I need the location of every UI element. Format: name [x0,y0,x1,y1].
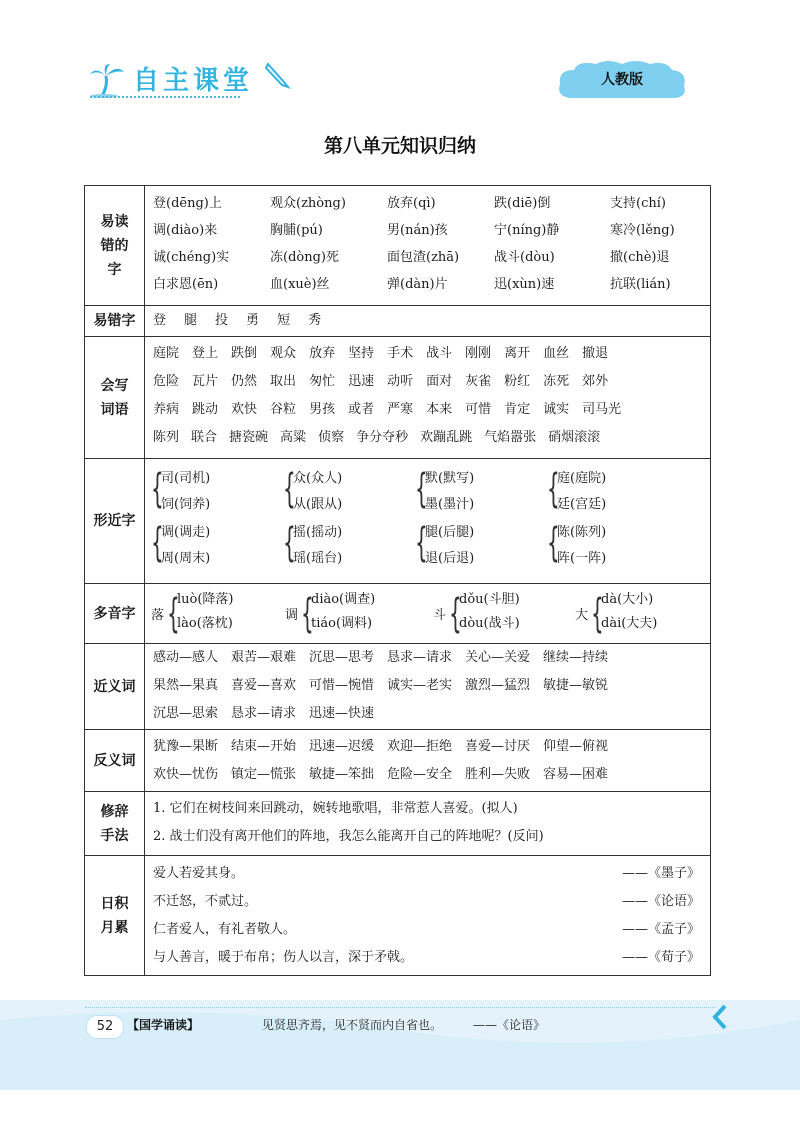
brace-icon: { [151,466,164,512]
word-item: 跌倒 [231,346,258,361]
row-similar-shape [85,458,710,583]
word-item: 危险 [153,374,180,389]
polyphone-reading: dà(大小) [601,592,654,607]
word-item: 匆忙 [309,374,336,389]
word-item: 瓦片 [192,374,219,389]
pinyin-item: 支持(chí) [610,196,666,211]
row-label: 近义词 [85,644,145,729]
miswrite-list [145,306,710,336]
word-row [145,368,710,396]
similar-item: 默(默写) [425,471,475,486]
pinyin-item: 抗联(lián) [610,277,671,292]
quote-row [145,916,710,944]
polyphone-list [145,584,710,643]
quote-source: ——《荀子》 [621,950,700,965]
word-item: 放弃 [309,346,336,361]
row-label: 易错字 [85,306,145,336]
word-item: 面对 [426,374,453,389]
word-item: 司马光 [582,402,622,417]
miswrite-char: 短 [277,313,291,328]
antonym-line: 犹豫—果断 结束—开始 迅速—迟缓 欢迎—拒绝 喜爱—讨厌 仰望—俯视 [153,739,609,754]
page-title: 第八单元知识归纳 [323,135,476,157]
write-words-list [145,337,710,458]
similar-item: 众(众人) [293,471,343,486]
footer-band [0,1000,800,1090]
word-item: 气焰嚣张 [484,430,537,445]
polyphone-reading: lào(落枕) [177,616,233,631]
quote-source: ——《墨子》 [621,866,700,881]
polyphone-char: 调 [285,608,299,623]
row-easy-miswrite [85,305,710,336]
misread-list [145,186,718,298]
word-item: 登上 [192,346,219,361]
quote-text: 与人善言，暖于布帛；伤人以言，深于矛戟。 [153,950,414,965]
word-item: 冻死 [543,374,570,389]
row-rhetoric [85,791,710,855]
similar-item: 阵(一阵) [557,551,607,566]
similar-item: 瑶(瑶台) [293,551,343,566]
word-item: 严寒 [387,402,414,417]
word-item: 手术 [387,346,414,361]
synonym-line: 果然—果真 喜爱—喜欢 可惜—惋惜 诚实—老实 激烈—猛烈 敏捷—敏锐 [153,678,609,693]
similar-item: 司(司机) [161,471,211,486]
row-label: 日积月累 [85,856,145,975]
word-item: 离开 [504,346,531,361]
polyphone-reading: diào(调查) [311,592,376,607]
pencil-icon [262,60,292,90]
polyphone-reading: tiáo(调料) [311,616,373,631]
row-polyphone [85,583,710,643]
word-item: 动听 [387,374,414,389]
pinyin-item: 跌(diē)倒 [494,196,551,211]
pinyin-item: 弹(dàn)片 [387,277,448,292]
pinyin-item: 宁(níng)静 [494,223,560,238]
word-item: 观众 [270,346,297,361]
knowledge-table [84,185,711,976]
word-item: 刚刚 [465,346,492,361]
word-item: 争分夺秒 [356,430,409,445]
word-item: 可惜 [465,402,492,417]
pinyin-item: 迅(xùn)速 [494,277,555,292]
miswrite-char: 勇 [246,313,260,328]
polyphone-char: 落 [151,608,165,623]
polyphone-reading: dòu(战斗) [459,616,520,631]
quote-row [145,888,710,916]
brace-icon: { [449,591,462,637]
column-title: 自主课堂 [133,66,254,96]
miswrite-char: 登 [153,313,167,328]
antonym-line: 欢快—忧伤 镇定—慌张 敏捷—笨拙 危险—安全 胜利—失败 容易—困难 [153,767,609,782]
brace-icon: { [151,520,164,566]
palm-tree-icon [88,62,128,98]
brace-icon: { [547,520,560,566]
word-item: 撤退 [582,346,609,361]
similar-item: 庭(庭院) [557,471,607,486]
pinyin-item: 调(diào)来 [153,223,218,238]
similar-item: 从(跟从) [293,497,343,512]
row-easy-misread [85,186,710,305]
similar-shape-list [145,459,710,583]
brace-icon: { [283,466,296,512]
word-item: 高粱 [280,430,307,445]
pinyin-item: 白求恩(ēn) [153,277,219,292]
word-item: 粉红 [504,374,531,389]
pinyin-item: 诚(chéng)实 [153,250,230,265]
synonym-line: 沉思—思索 恳求—请求 迅速—快速 [153,706,375,721]
polyphone-reading: luò(降落) [177,592,234,607]
word-item: 跳动 [192,402,219,417]
similar-item: 陈(陈列) [557,525,607,540]
row-label: 形近字 [85,459,145,583]
word-item: 欢蹦乱跳 [420,430,473,445]
row-write-words [85,336,710,458]
polyphone-reading: dǒu(斗胆) [459,592,520,607]
pinyin-item: 胸脯(pú) [270,223,323,238]
word-item: 本来 [426,402,453,417]
edition-label: 人教版 [601,72,643,88]
pinyin-item: 血(xuè)丝 [270,277,330,292]
polyphone-reading: dài(大夫) [601,616,658,631]
pinyin-item: 男(nán)孩 [387,223,448,238]
row-accumulation [85,855,710,975]
miswrite-char: 腿 [184,313,198,328]
pinyin-item: 观众(zhòng) [270,196,346,211]
word-item: 肯定 [504,402,531,417]
word-item: 坚持 [348,346,375,361]
page-number: 52 [86,1015,124,1039]
brace-icon: { [167,591,180,637]
word-item: 男孩 [309,402,336,417]
footer-quote: 见贤思齐焉，见不贤而内自省也。 [262,1018,443,1032]
synonym-line: 感动—感人 艰苦—艰难 沉思—思考 恳求—请求 关心—关爱 继续—持续 [153,650,609,665]
brace-icon: { [415,466,428,512]
similar-item: 摇(摇动) [293,525,343,540]
quote-row [145,944,710,972]
row-label: 多音字 [85,584,145,643]
row-synonyms [85,643,710,729]
polyphone-char: 斗 [433,608,447,623]
similar-item: 周(周末) [161,551,211,566]
reading-tag: 【国学诵读】 [127,1018,200,1032]
similar-item: 墨(墨汁) [425,497,475,512]
quote-row [145,860,710,888]
word-row [145,396,710,424]
word-item: 血丝 [543,346,570,361]
word-item: 侦察 [318,430,345,445]
similar-item: 廷(宫廷) [557,497,607,512]
word-item: 庭院 [153,346,180,361]
word-item: 或者 [348,402,375,417]
miswrite-char: 秀 [308,313,322,328]
word-item: 诚实 [543,402,570,417]
word-item: 欢快 [231,402,258,417]
quote-source: ——《论语》 [621,894,700,909]
brace-icon: { [415,520,428,566]
quote-text: 爱人若爱其身。 [153,866,245,881]
accumulation-list [145,856,710,975]
pinyin-item: 面包渣(zhā) [387,250,460,265]
word-item: 谷粒 [270,402,297,417]
row-label: 易读错的字 [85,186,145,305]
word-item: 仍然 [231,374,258,389]
brace-icon: { [301,591,314,637]
word-item: 硝烟滚滚 [548,430,601,445]
word-item: 联合 [191,430,218,445]
word-item: 养病 [153,402,180,417]
row-antonyms [85,729,710,791]
brace-icon: { [547,466,560,512]
similar-item: 退(后退) [425,551,475,566]
rhetoric-line: 1. 它们在树枝间来回跳动，婉转地歌唱，非常惹人喜爱。(拟人) [153,801,518,816]
row-label: 修辞手法 [85,792,145,855]
footer-quote-source: ——《论语》 [473,1018,546,1032]
similar-item: 调(调走) [161,525,211,540]
pinyin-item: 登(dēng)上 [153,196,222,211]
similar-item: 腿(后腿) [425,525,475,540]
pinyin-item: 战斗(dòu) [494,250,555,265]
word-item: 搪瓷碗 [229,430,269,445]
quote-text: 不迁怒，不贰过。 [153,894,258,909]
pinyin-item: 寒冷(lěng) [610,223,675,238]
header-divider [90,96,240,98]
word-item: 迅速 [348,374,375,389]
word-item: 灰雀 [465,374,492,389]
row-label: 会写词语 [85,337,145,458]
word-row [145,340,710,368]
pinyin-item: 撤(chè)退 [610,250,670,265]
row-label: 反义词 [85,730,145,791]
word-item: 战斗 [426,346,453,361]
word-item: 郊外 [582,374,609,389]
chevron-left-icon [712,1004,728,1030]
word-item: 取出 [270,374,297,389]
quote-text: 仁者爱人，有礼者敬人。 [153,922,297,937]
word-item: 陈列 [153,430,180,445]
word-row [145,424,710,452]
quote-source: ——《孟子》 [621,922,700,937]
brace-icon: { [591,591,604,637]
pinyin-item: 放弃(qì) [387,196,436,211]
footer-divider [85,1007,715,1008]
miswrite-char: 投 [215,313,229,328]
similar-item: 饲(饲养) [161,497,211,512]
rhetoric-line: 2. 战士们没有离开他们的阵地，我怎么能离开自己的阵地呢？(反问) [153,829,544,844]
brace-icon: { [283,520,296,566]
polyphone-char: 大 [575,608,589,623]
pinyin-item: 冻(dòng)死 [270,250,339,265]
